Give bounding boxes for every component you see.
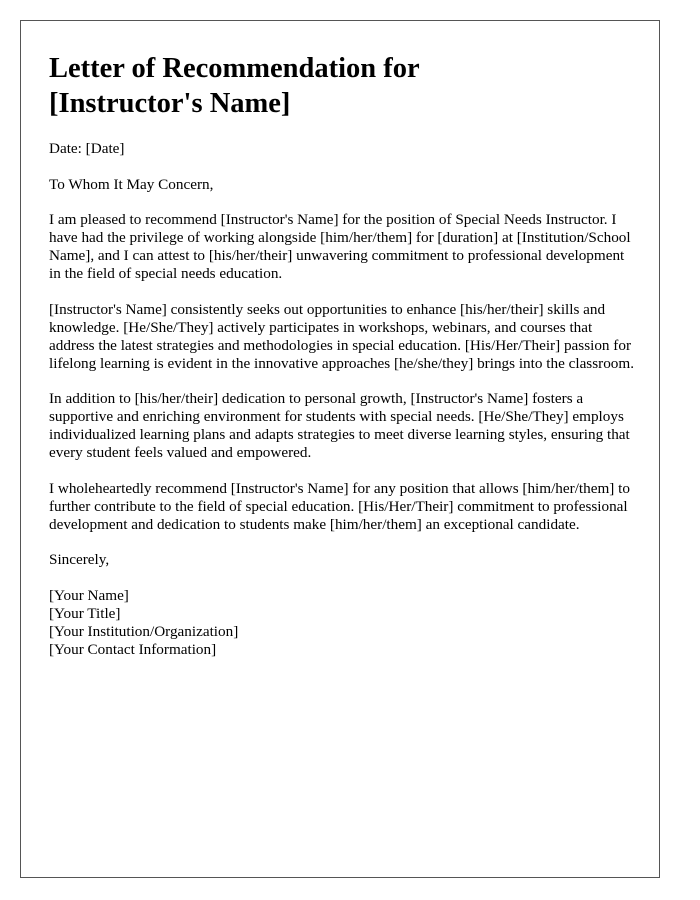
body-paragraph-4: I wholeheartedly recommend [Instructor's Name] for any position that allows [him/her/them] to further contribute to the field of special education. [His/Her/Their] commitment to professional development and dedication to students make [him/her/them] an exceptional candidate. bbox=[49, 479, 630, 533]
letter-page bbox=[20, 20, 660, 878]
signature-name: [Your Name] bbox=[49, 586, 129, 604]
closing: Sincerely, bbox=[49, 551, 110, 568]
letter-title-line-2: [Instructor's Name] bbox=[49, 88, 291, 119]
salutation: To Whom It May Concern, bbox=[49, 175, 214, 193]
signature-block bbox=[49, 587, 639, 659]
body-paragraph-1: I am pleased to recommend [Instructor's Name] for the position of Special Needs Instructor. I have had the privilege of working alongside [him/her/them] for [duration] at [Institution/School Name], and I can attest to [his/her/their] unwavering commitment to professional development in the field of special needs education. bbox=[49, 211, 631, 282]
letter-content bbox=[49, 51, 639, 659]
signature-contact: [Your Contact Information] bbox=[49, 640, 217, 658]
letter-title-line-1: Letter of Recommendation for bbox=[49, 53, 420, 84]
signature-institution: [Your Institution/Organization] bbox=[49, 622, 239, 640]
signature-title: [Your Title] bbox=[49, 604, 121, 622]
body-paragraph-2: [Instructor's Name] consistently seeks out opportunities to enhance [his/her/their] skills and knowledge. [He/She/They] actively participates in workshops, webinars, and courses that address the latest strategies and methodologies in special education. [His/Her/Their] passion for lifelong learning is evident in the innovative approaches [he/she/they] brings into the classroom. bbox=[49, 300, 634, 372]
date-line: Date: [Date] bbox=[49, 140, 125, 157]
letter-title bbox=[49, 51, 639, 121]
body-paragraph-3: In addition to [his/her/their] dedication to personal growth, [Instructor's Name] fosters a supportive and enriching environment for students with special needs. [He/She/They] employs individualized learning plans and adapts strategies to meet diverse learning styles, ensuring that every student feels valued and empowered. bbox=[49, 390, 630, 461]
